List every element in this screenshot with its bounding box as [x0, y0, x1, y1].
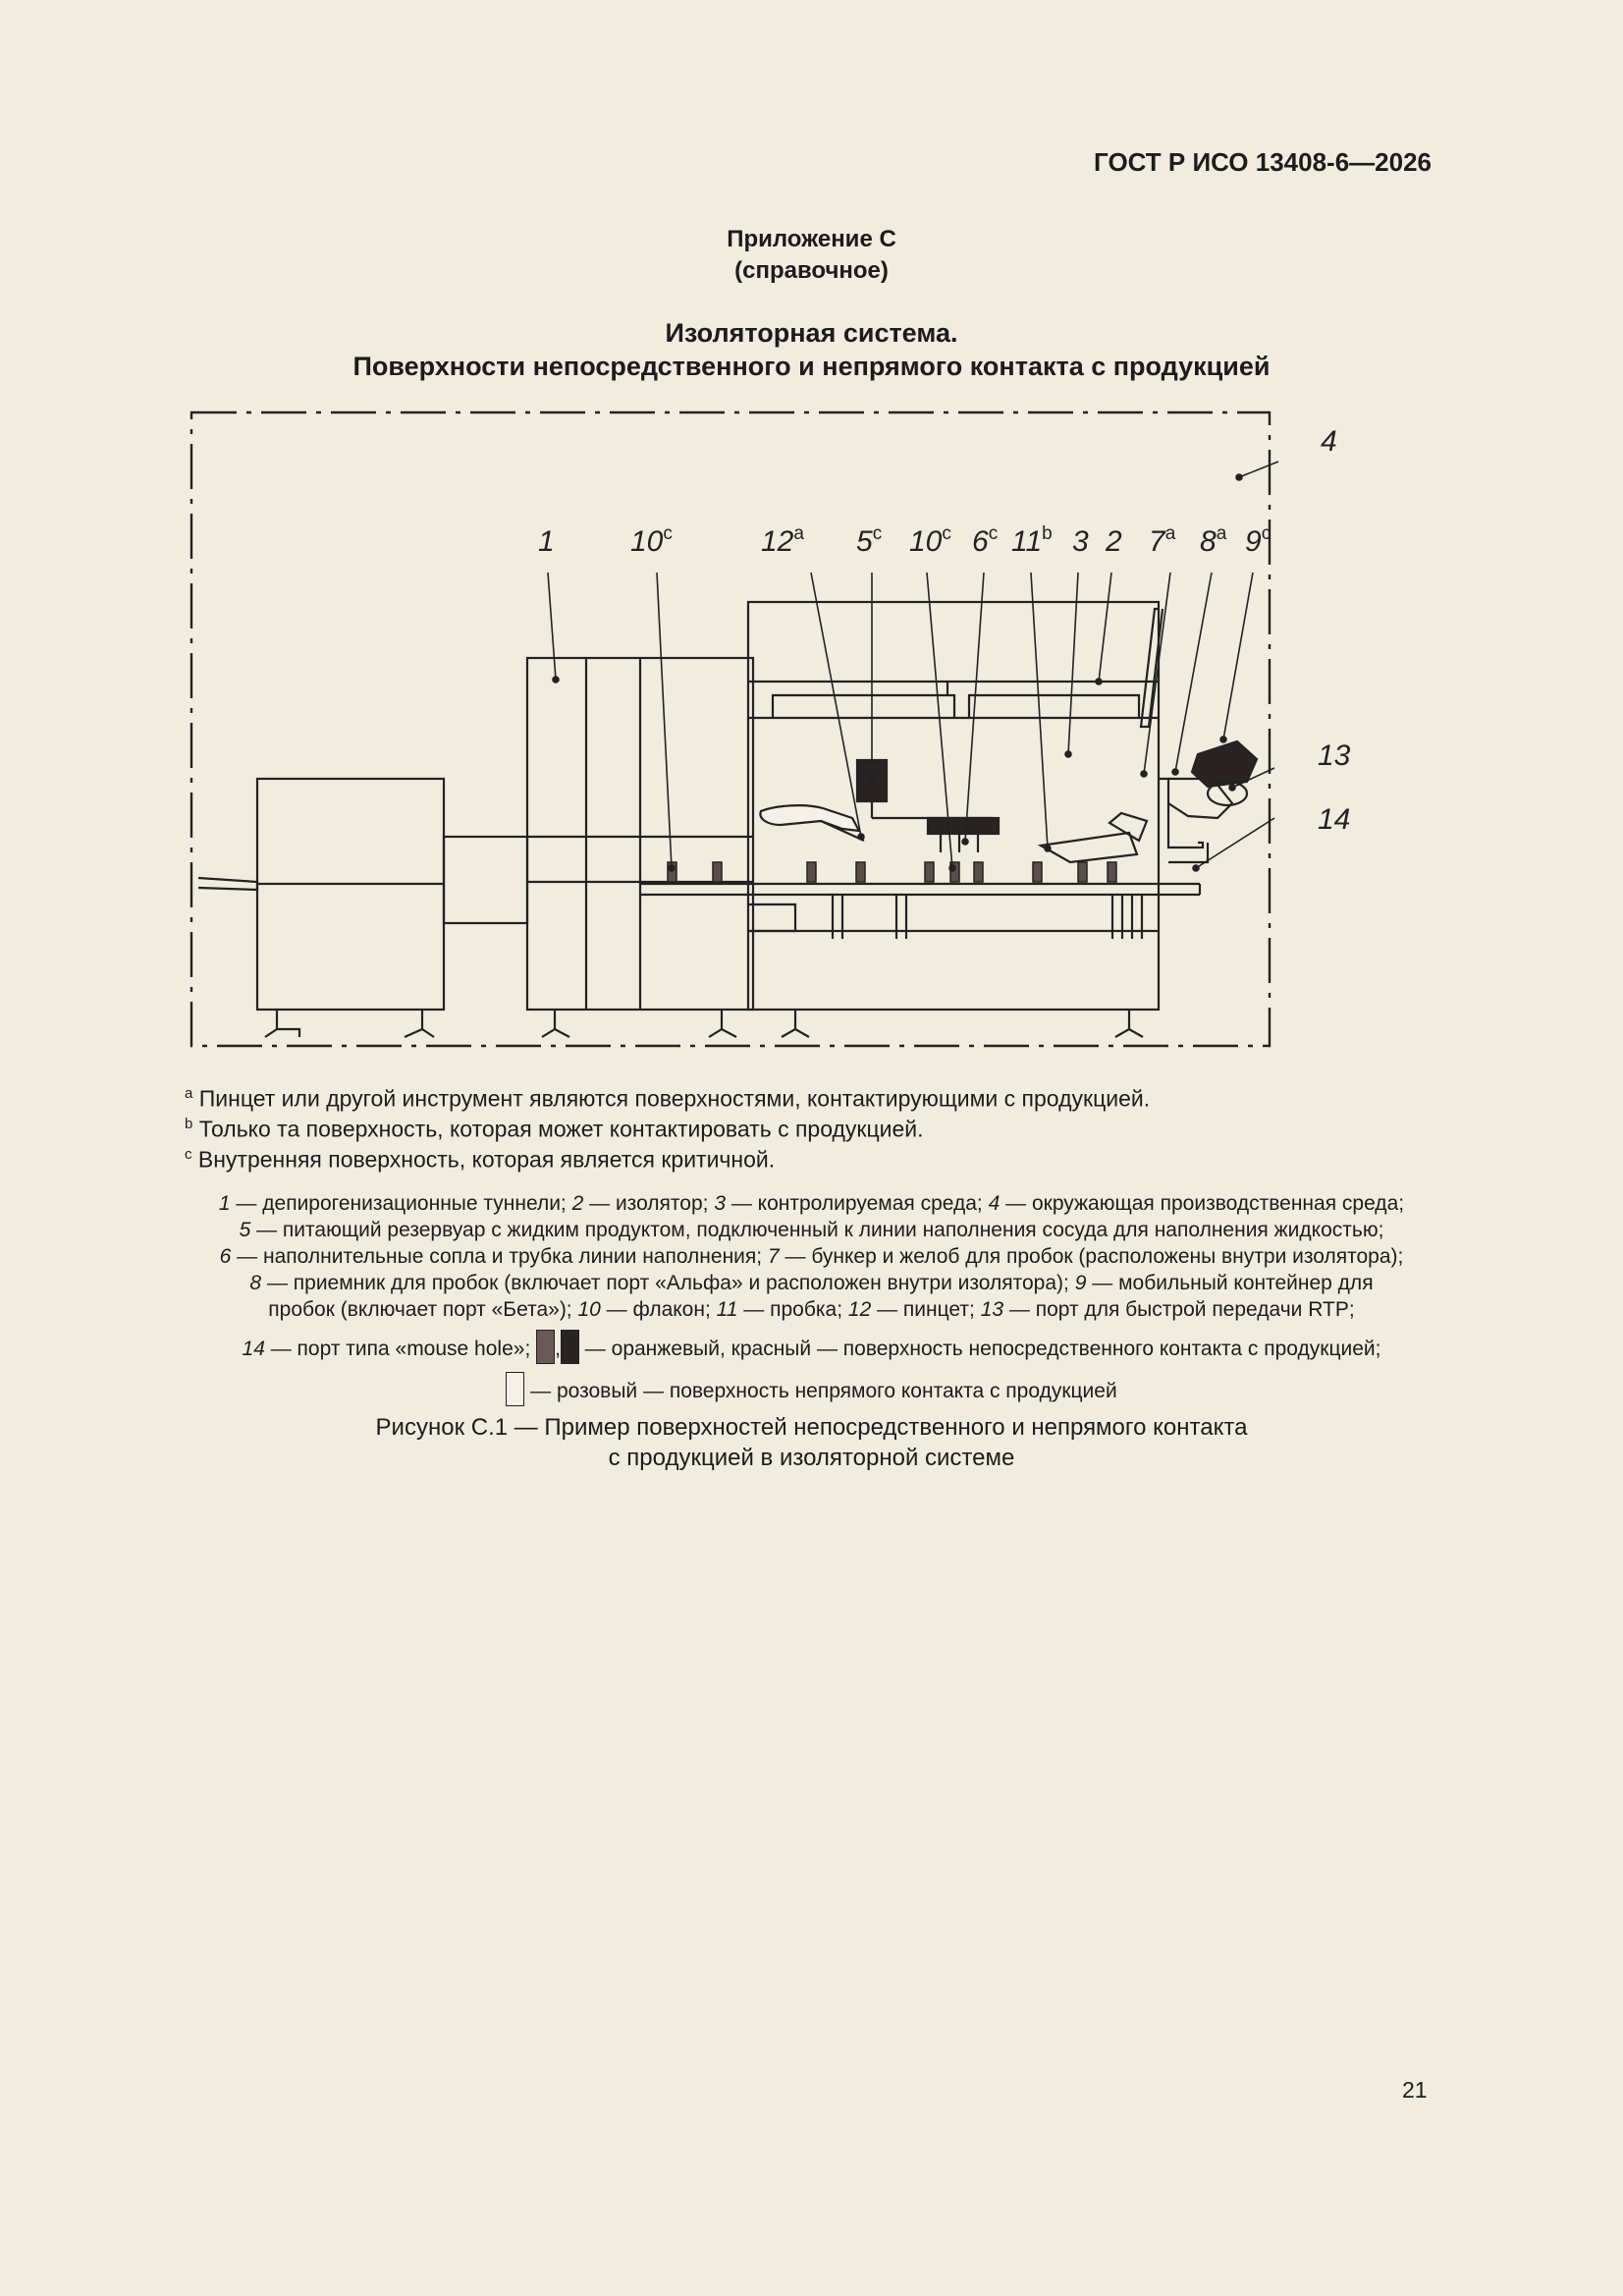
- environment-boundary: [191, 412, 1270, 1046]
- key-line-2: 5 — питающий резервуар с жидким продуктом, подключенный к линии наполнения сосуда для наполнения жидкостью;: [239, 1219, 1384, 1241]
- callout-8: 8$^a$: [1200, 523, 1227, 558]
- key-line-3: 6 — наполнительные сопла и трубка линии наполнения; 7 — бункер и желоб для пробок (расположены внутри изолятора);: [219, 1245, 1404, 1268]
- figure-caption-line1: Рисунок С.1 — Пример поверхностей непосредственного и непрямого контакта: [375, 1414, 1248, 1441]
- orange-swatch: [536, 1330, 555, 1364]
- section-title-line1: Изоляторная система.: [665, 318, 958, 348]
- pink-swatch: [506, 1372, 524, 1406]
- key-line-1: 1 — депирогенизационные туннели; 2 — изолятор; 3 — контролируемая среда; 4 — окружающая производственная среда;: [218, 1192, 1405, 1215]
- key-line-4: 8 — приемник для пробок (включает порт «Альфа» и расположен внутри изолятора); 9 — мобильный контейнер для: [249, 1272, 1374, 1294]
- callout-10b: 10$^c$: [909, 523, 951, 558]
- callout-13: 13: [1318, 739, 1351, 772]
- section-title-line2: Поверхности непосредственного и непрямого контакта с продукцией: [352, 352, 1271, 381]
- callout-11: 11$^b$: [1011, 523, 1053, 558]
- connector-duct: [444, 837, 527, 923]
- key-line-7: — розовый — поверхность непрямого контакта с продукцией: [0, 1372, 1623, 1406]
- callout-2: 2: [1106, 525, 1122, 558]
- key-line-5: пробок (включает порт «Бета»); 10 — флакон; 11 — пробка; 12 — пинцет; 13 — порт для быстрой передачи RTP;: [268, 1298, 1355, 1321]
- callout-4: 4: [1321, 425, 1337, 458]
- filling-manifold: [928, 818, 999, 834]
- red-swatch: [561, 1330, 579, 1364]
- page-number: 21: [1402, 2077, 1428, 2103]
- callout-12: 12$^a$: [761, 523, 804, 558]
- standard-designation: ГОСТ Р ИСО 13408-6—2026: [1094, 147, 1432, 177]
- callout-10: 10$^c$: [630, 523, 673, 558]
- isolator-diagram: [187, 401, 1351, 1059]
- callout-5: 5$^c$: [856, 523, 883, 558]
- footnote-c: $^c$ Внутренняя поверхность, которая является критичной.: [185, 1146, 776, 1173]
- figure-caption-line2: с продукцией в изоляторной системе: [608, 1445, 1015, 1471]
- footnote-a: $^a$ Пинцет или другой инструмент являются поверхностями, контактирующими с продукцией.: [185, 1085, 1151, 1112]
- callout-6: 6$^c$: [972, 523, 999, 558]
- footnote-b: $^b$ Только та поверхность, которая может контактировать с продукцией.: [185, 1116, 924, 1142]
- key-line-6: 14 — порт типа «mouse hole»; , — оранжевый, красный — поверхность непосредственного контакта с продукцией;: [0, 1330, 1623, 1364]
- callout-7: 7$^a$: [1149, 523, 1176, 558]
- callout-1: 1: [538, 525, 555, 558]
- loading-machine: [257, 779, 444, 1010]
- appendix-title: Приложение С: [727, 226, 896, 252]
- appendix-subtitle: (справочное): [734, 257, 889, 284]
- callout-9: 9$^c$: [1245, 523, 1271, 558]
- callout-14: 14: [1318, 803, 1351, 836]
- callout-3: 3: [1072, 525, 1089, 558]
